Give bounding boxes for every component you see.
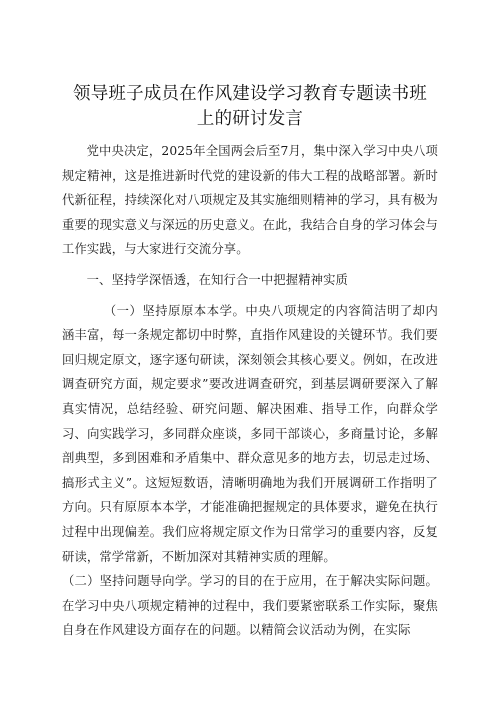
document-title-line-1: 领导班子成员在作风建设学习教育专题读书班 xyxy=(73,84,427,104)
document-title xyxy=(62,82,438,132)
section-1-paragraph-2: （二）坚持问题导向学。学习的目的在于应用，在于解决实际问题。在学习中央八项规定精神的过程中，我们要紧密联系工作实际，聚焦自身在作风建设方面存在的问题。以精简会议活动为例，在实际 xyxy=(62,574,438,638)
section-1-heading: 一、坚持学深悟透，在知行合一中把握精神实质 xyxy=(86,272,348,287)
section-1-paragraph-1: （一）坚持原原本本学。中央八项规定的内容简洁明了却内涵丰富，每一条规定都切中时弊，直指作风建设的关键环节。我们要回归规定原文，逐字逐句研读，深刻领会其核心要义。例如，在改进调查研究方面，规定要求”要改进调查研究，到基层调研要深入了解真实情况，总结经验、研究问题、解决困难、指导工作，向群众学习、向实践学习，多同群众座谈，多同干部谈心，多商量讨论，多解剖典型，多到困难和矛盾集中、群众意见多的地方去，切忌走过场、搞形式主义”。这短短数语，清晰明确地为我们开展调研工作指明了方向。只有原原本本学，才能准确把握规定的具体要求，避免在执行过程中出现偏差。我们应将规定原文作为日常学习的重要内容，反复研读，常学常新，不断加深对其精神实质的理解。 xyxy=(62,303,438,564)
document-title-line-2: 上的研讨发言 xyxy=(196,109,304,129)
intro-paragraph: 党中央决定，2025年全国两会后至7月，集中深入学习中央八项规定精神，这是推进新时代党的建设新的伟大工程的战略部署。新时代新征程，持续深化对八项规定及其实施细则精神的学习，具有极为重要的现实意义与深远的历史意义。在此，我结合自身的学习体会与工作实践，与大家进行交流分享。 xyxy=(62,144,438,257)
